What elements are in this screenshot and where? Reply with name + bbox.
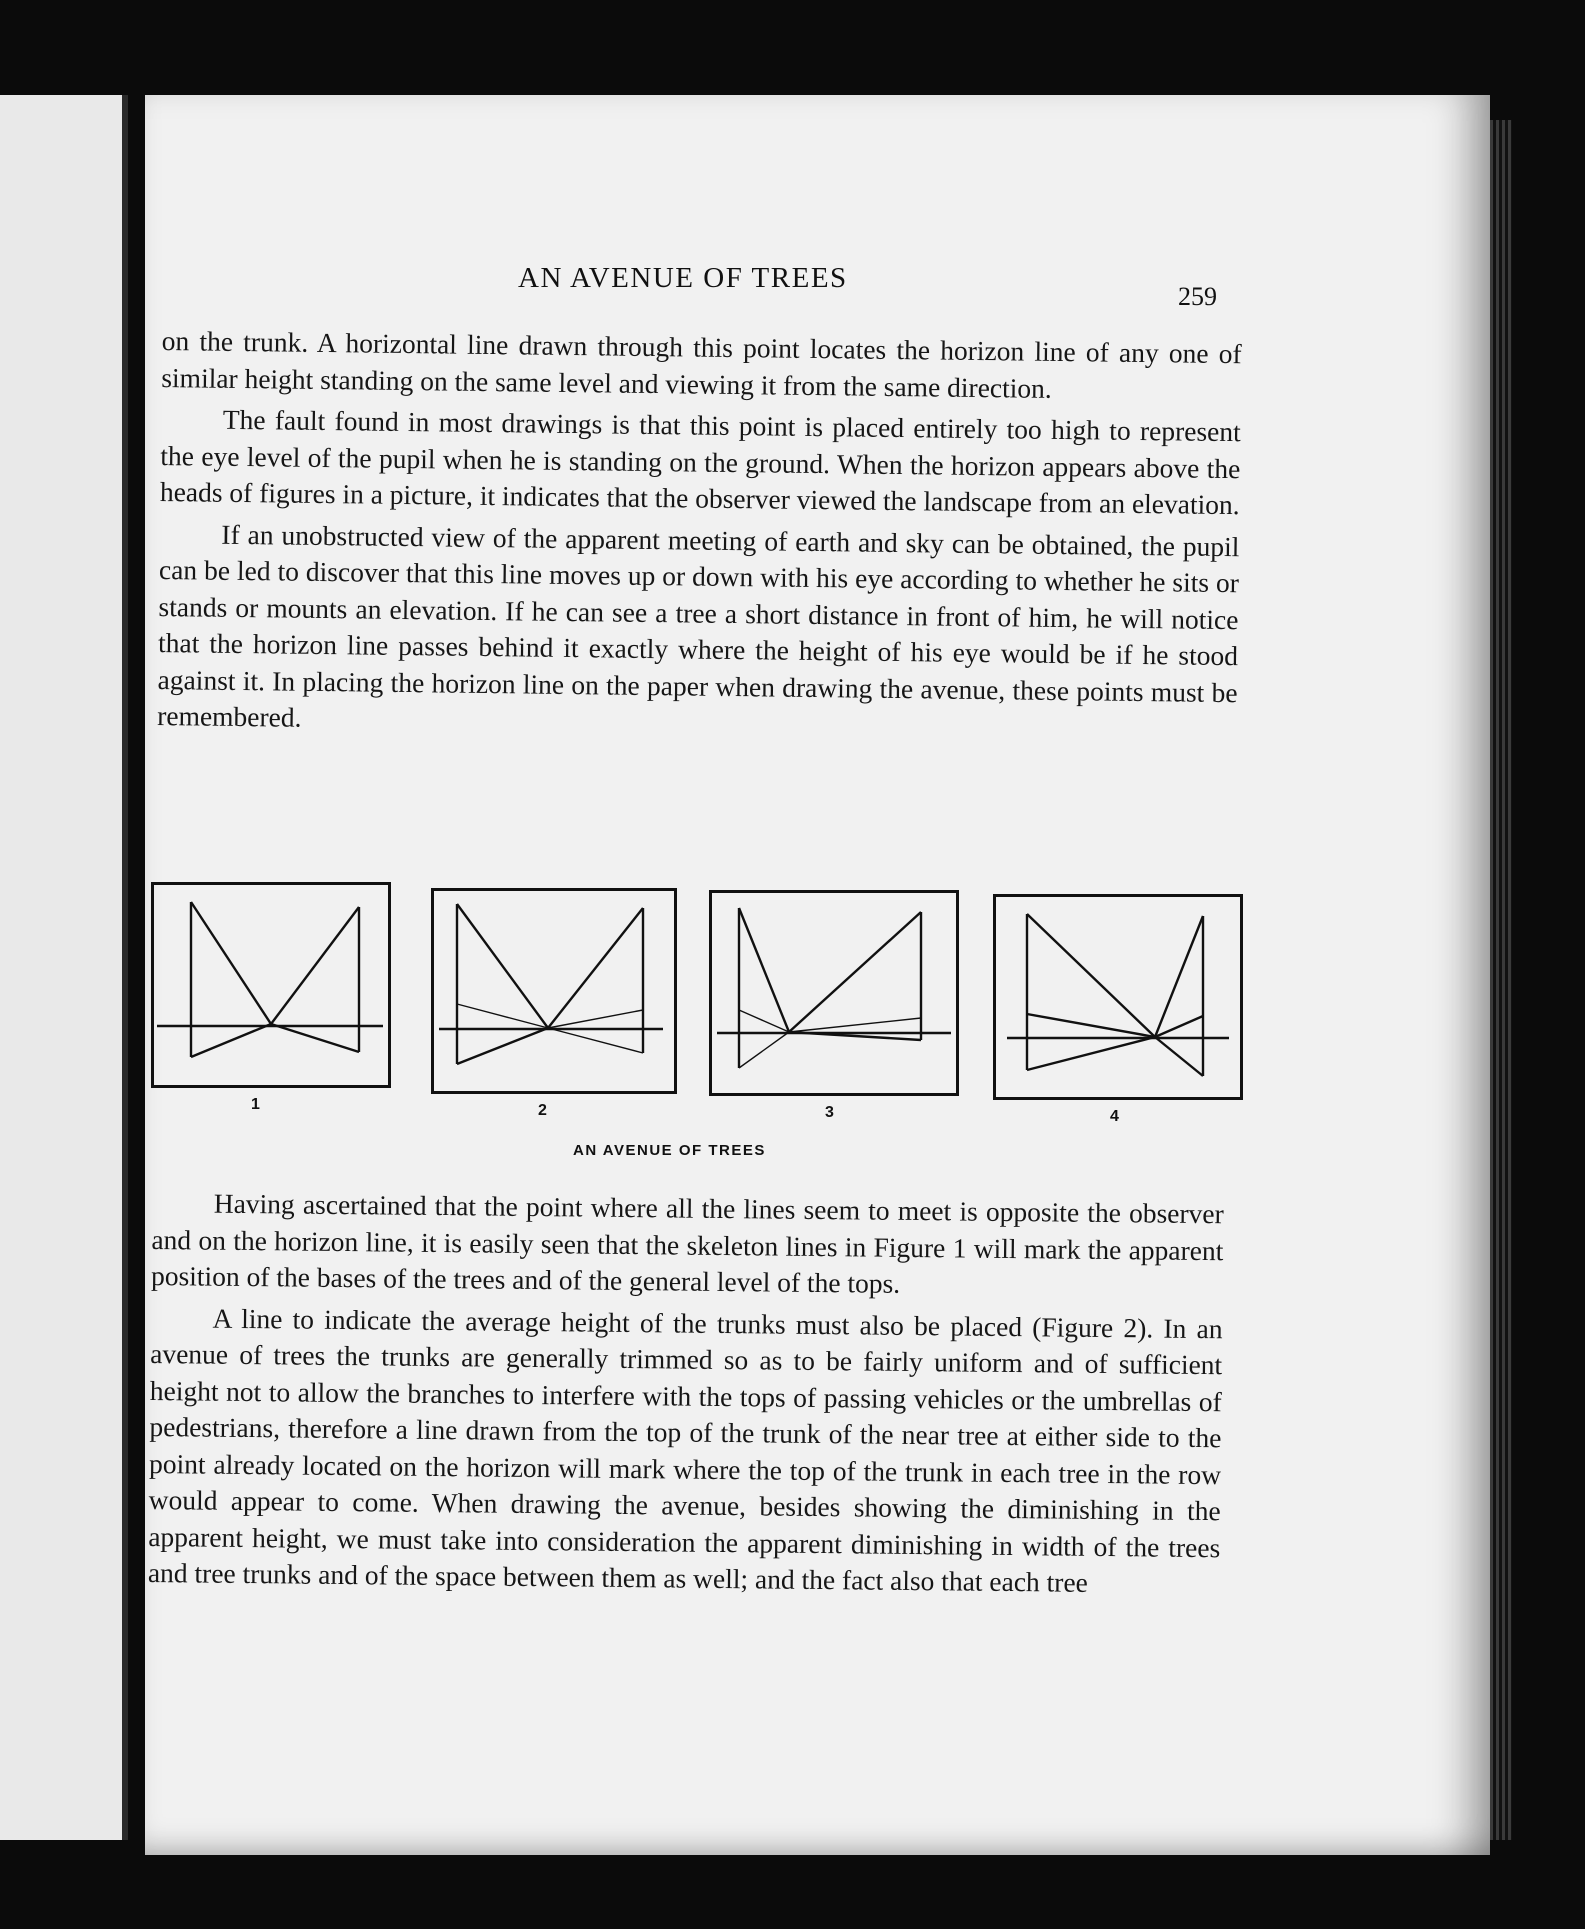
figure-1	[151, 882, 391, 1088]
figure-3	[709, 890, 959, 1096]
text-block-bottom	[148, 1185, 1224, 1608]
figure-2	[431, 888, 677, 1094]
figure-3-label: 3	[825, 1104, 834, 1121]
paragraph: on the trunk. A horizontal line drawn through this point locates the horizon line of any one of similar height standing on the same level and viewing it from the same direction.	[161, 324, 1242, 404]
figure-4-drawing	[993, 894, 1243, 1100]
figure-4	[993, 894, 1243, 1100]
running-head: AN AVENUE OF TREES	[518, 262, 848, 294]
figure-4-label: 4	[1110, 1108, 1119, 1125]
text-block-top	[157, 323, 1242, 753]
figure-2-drawing	[431, 888, 677, 1094]
figure-1-label: 1	[251, 1096, 260, 1113]
facing-page-edge	[0, 95, 128, 1840]
figure-3-drawing	[709, 890, 959, 1096]
figure-1-drawing	[151, 882, 391, 1088]
figure-2-label: 2	[538, 1102, 547, 1119]
paragraph: The fault found in most drawings is that this point is placed entirely too high to represent the eye level of the pupil when he is standing on the ground. When the horizon appears above the heads of figures in a picture, it indicates that the observer viewed the landscape from an elevation.	[159, 403, 1241, 521]
figure-group	[145, 872, 1245, 1172]
paragraph: A line to indicate the average height of the trunks must also be placed (Figure 2). In an avenue of trees the trunks are generally trimmed so as to be fairly uniform and of sufficient height not to allow the branches to interfere with the tops of passing vehicles or the umbrellas of pedestrians, therefore a line drawn from the top of the trunk of the near tree at either side to the point already located on the horizon will mark where the top of the trunk in each tree in the row would appear to come. When drawing the avenue, besides showing the diminishing in the apparent height, we must take into consideration the apparent diminishing in width of the trees and tree trunks and of the space between them as well; and the fact also that each tree	[147, 1302, 1223, 1598]
page-number: 259	[1178, 282, 1217, 311]
figure-caption: AN AVENUE OF TREES	[573, 1142, 766, 1159]
paragraph: If an unobstructed view of the apparent meeting of earth and sky can be obtained, the pupil can be led to discover that this line moves up or down with his eye according to whether he sits or stands or mounts an elevation. If he can see a tree a short distance in front of him, he will notice that the horizon line passes behind it exactly where the height of his eye would be if he stood against it. In placing the horizon line on the paper when drawing the avenue, these points must be remembered.	[157, 518, 1240, 733]
paragraph: Having ascertained that the point where all the lines seem to meet is opposite the observer and on the horizon line, it is easily seen that the skeleton lines in Figure 1 will mark the apparent position of the bases of the trees and of the general level of the tops.	[150, 1187, 1224, 1299]
page-stack-edge	[1490, 120, 1512, 1840]
